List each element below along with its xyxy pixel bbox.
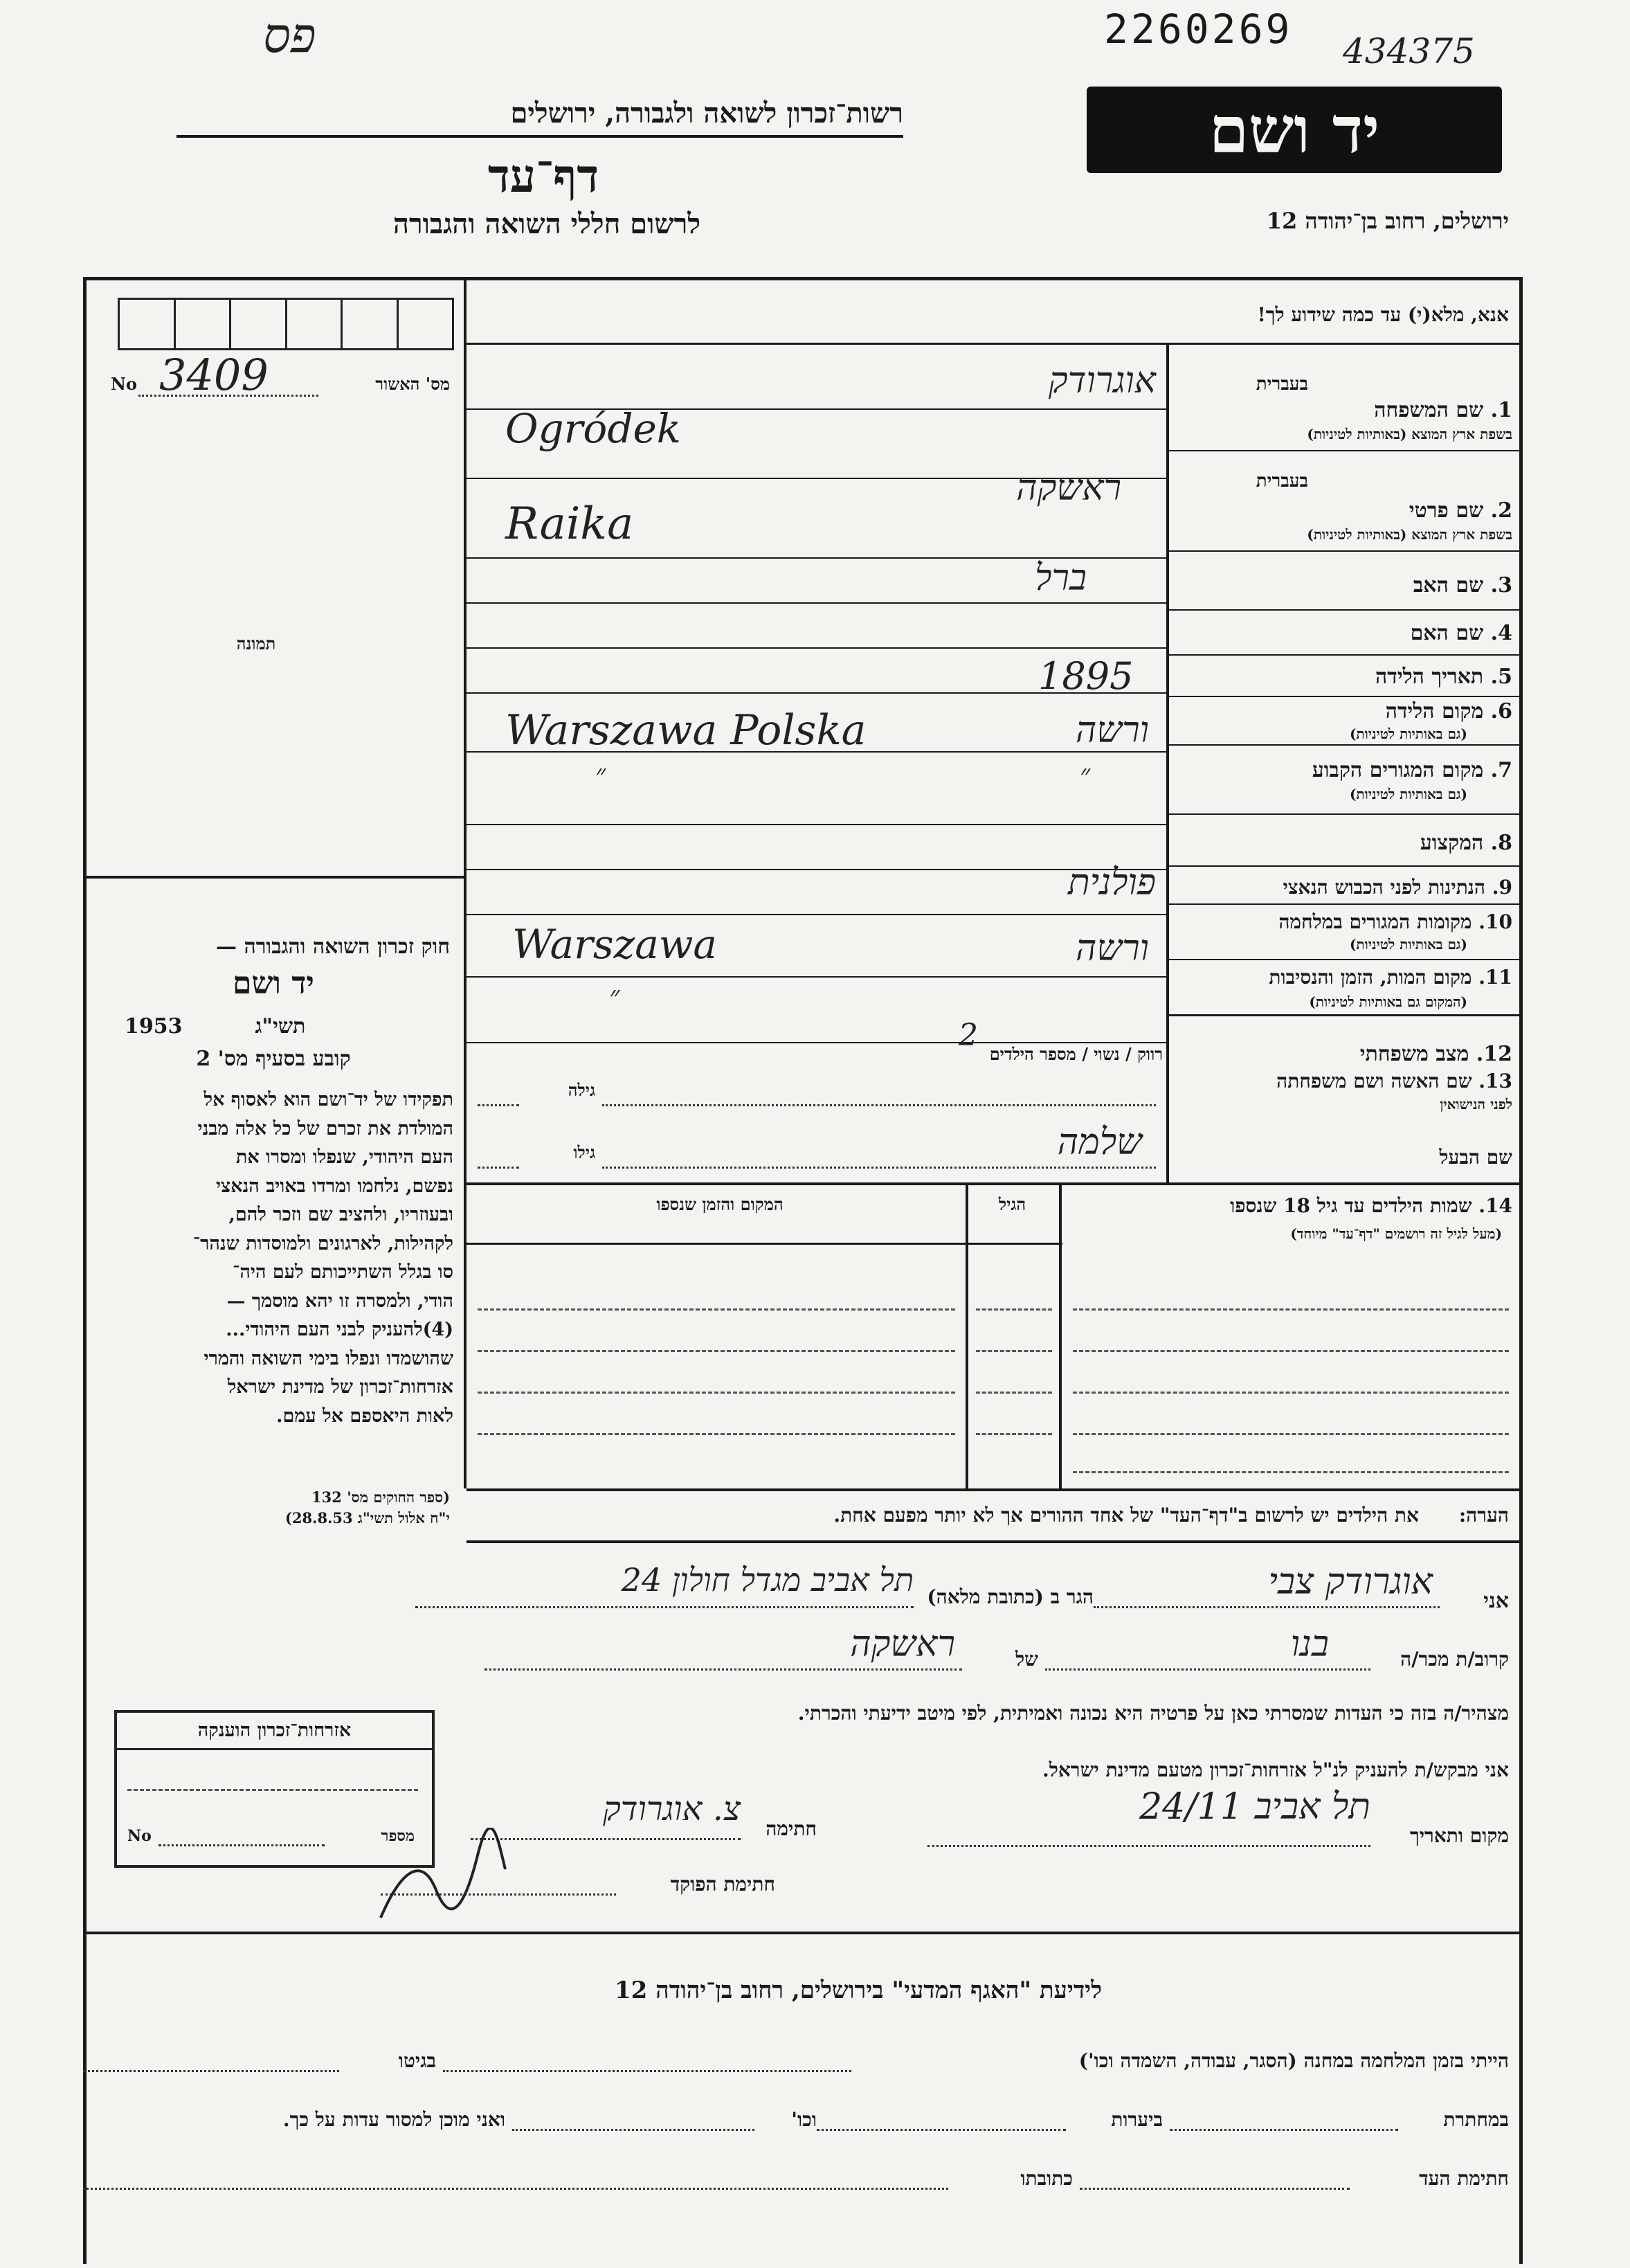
frame-left xyxy=(83,277,87,2264)
signature-value: צ. אוגרודק xyxy=(603,1790,741,1828)
i-am-label: אני xyxy=(1483,1589,1509,1613)
law-year: 1953 xyxy=(125,1014,183,1038)
note-bottom-line xyxy=(467,1540,1519,1543)
f7-ditto-2: ״ xyxy=(1080,759,1091,791)
f7-ditto-1: ״ xyxy=(595,759,606,791)
cert-box-title: אזרחות־זכרון הוענקה xyxy=(117,1713,432,1750)
cert-no-label: No xyxy=(127,1827,152,1845)
col-age-header: הגיל xyxy=(998,1194,1026,1214)
declarant-address: תל אביב מגדל חולון 24 xyxy=(621,1561,914,1599)
wife-age-label: גילה xyxy=(568,1080,595,1100)
children-divider-2 xyxy=(966,1182,968,1491)
resident-label: הגר ב (כתובת מלאה) xyxy=(927,1585,1094,1608)
signature-label: חתימה xyxy=(766,1817,817,1840)
children-bottom-line xyxy=(467,1488,1519,1491)
place-date-label: מקום ותאריך xyxy=(1409,1824,1509,1847)
children-header-line-2 xyxy=(966,1243,1062,1245)
law-ref-2: י"ח אלול תשי"ג 28.8.53) xyxy=(285,1509,450,1527)
cert-number-label: מספר xyxy=(381,1827,415,1845)
f7-sublabel: (גם באותיות לטיניות) xyxy=(1349,786,1467,802)
f2-latin-value: Raika xyxy=(505,498,634,550)
handwritten-corner-mark: פס xyxy=(263,7,316,64)
f1-hebrew-value: אוגרודק xyxy=(1048,360,1156,402)
note-label: הערה: xyxy=(1458,1504,1509,1527)
relation-label: קרוב/ת מכר/ה xyxy=(1400,1648,1509,1671)
f6-latin-value: Warszawa Polska xyxy=(505,706,867,755)
f12-children-value: 2 xyxy=(959,1018,978,1053)
f12-label: 12. מצב משפחתי xyxy=(1359,1042,1512,1066)
label-column-divider xyxy=(1166,345,1169,1182)
f14-label: 14. שמות הילדים עד גיל 18 שנספו xyxy=(1230,1194,1512,1217)
f10-latin-value: Warszawa xyxy=(512,921,718,968)
f1-label: 1. שם המשפחה xyxy=(1374,398,1512,422)
f1-sublabel: בשפת ארץ המוצא (באותיות לטיניות) xyxy=(1307,426,1512,442)
approval-boxes xyxy=(118,298,454,350)
law-year-heb: תשי"ג xyxy=(255,1014,306,1038)
intro-text: אנא, מלא(י) עד כמה שידוע לך! xyxy=(1257,303,1509,326)
approval-value: 3409 xyxy=(159,350,269,400)
footer-ghetto-label: בגיטו xyxy=(398,2049,436,2072)
frame-top xyxy=(83,277,1523,280)
f13-top-line xyxy=(1166,1014,1519,1016)
place-date-value: תל אביב 24/11 xyxy=(1139,1786,1370,1828)
f5-label: 5. תאריך הלידה xyxy=(1375,665,1512,689)
f13-label: 13. שם האשה ושם משפחתה xyxy=(1276,1070,1512,1092)
f1-latin-value: Ogródek xyxy=(505,405,681,452)
footer-etc-label: וכו' xyxy=(791,2108,817,2131)
f10-sublabel: (גם באותיות לטיניות) xyxy=(1349,936,1467,953)
request-text: אני מבקש/ת להעניק לנ"ל אזרחות־זכרון מטעם מדינת ישראל. xyxy=(1042,1758,1509,1781)
form-title: דף־עד xyxy=(487,149,599,203)
witness-signature-label: חתימת העד xyxy=(1419,2167,1509,2190)
declaration-text: מצהיר/ה בזה כי העדות שמסרתי כאן על פרטיה היא נכונה ואמיתית, לפי מיטב ידיעתי והכרתי. xyxy=(797,1702,1509,1725)
f14-sublabel: (מעל לגיל זה רושמים "דף־עד" מיוחד) xyxy=(1290,1225,1502,1242)
address: ירושלים, רחוב בן־יהודה 12 xyxy=(1266,208,1509,234)
f9-value: פולנית xyxy=(1067,862,1156,903)
law-title: חוק זכרון השואה והגבורה — xyxy=(216,935,450,959)
f9-label: 9. הנתינות לפני הכבוש הנאצי xyxy=(1283,876,1512,899)
footer-title: לידיעת "האגף המדעי" בירושלים, רחוב בן־יהודה 12 xyxy=(615,1977,1102,2004)
law-text: תפקידו של יד־ושם הוא לאסוף אל המולדת את זכרם של כל אלה מבני העם היהודי, שנפלו ומסרו את נפשם, נלחמו ומרדו באויב הנאצי ובעוזריו, ולהציב שם וזכר להם, לקהילות, לארגונים ולמוסדות שנהר־ סו בגלל השתייכותם לעם היה־ הודי, ולמסרה זו יהא מוסמך — (4)להעניק לבני העם היהודי... שהושמדו ונפלו בימי השואה והמרי אזרחות־זכרון של מדינת ישראל לאות היאספם אל עמם. xyxy=(192,1089,453,1427)
in-hebrew-label-1: בעברית xyxy=(1256,374,1308,395)
officer-signature-label: חתימת הפוקד xyxy=(670,1873,775,1896)
f13-sublabel: לפני הנישואין xyxy=(1440,1096,1512,1113)
children-top-line xyxy=(467,1182,1519,1185)
declarant-name: אוגרודק צבי xyxy=(1268,1561,1433,1603)
f2-hebrew-value: ראשקה xyxy=(1016,467,1121,509)
f12-options: רווק / נשוי / מספר הילדים xyxy=(989,1044,1163,1064)
f7-label: 7. מקום המגורים הקבוע xyxy=(1312,758,1512,782)
frame-right xyxy=(1519,277,1523,2264)
footer-top-line xyxy=(87,1932,1519,1934)
f6-hebrew-value: ורשה xyxy=(1075,710,1149,751)
f11-ditto: ״ xyxy=(609,980,620,1012)
witness-address-label: כתובתו xyxy=(1020,2167,1073,2190)
f10-hebrew-value: ורשה xyxy=(1075,928,1149,969)
memorial-citizenship-box xyxy=(114,1710,435,1868)
f10-label: 10. מקומות המגורים במלחמה xyxy=(1278,910,1512,933)
law-ref-1: (ספר החוקים מס' 132 xyxy=(311,1488,450,1506)
left-panel-divider xyxy=(464,277,467,1488)
husband-label: שם הבעל xyxy=(1439,1146,1512,1169)
approval-label: מס' האשור xyxy=(375,374,450,394)
f5-value: 1895 xyxy=(1038,654,1134,698)
note-text: את הילדים יש לרשום ב"דף־העד" של אחד ההורים אך לא יותר מפעם אחת. xyxy=(833,1504,1419,1527)
husband-name-value: שלמה xyxy=(1057,1122,1142,1163)
f11-label: 11. מקום המות, הזמן והנסיבות xyxy=(1269,966,1512,989)
footer-forests-label: ביערות xyxy=(1111,2108,1163,2131)
f6-label: 6. מקום הלידה xyxy=(1385,699,1512,723)
in-hebrew-label-2: בעברית xyxy=(1256,471,1308,492)
authority-underline xyxy=(176,135,903,138)
f2-label: 2. שם פרטי xyxy=(1409,498,1512,523)
photo-area-bottom xyxy=(87,876,464,879)
footer-testimony-label: ואני מוכן למסור עדות על כך. xyxy=(282,2108,505,2131)
f4-label: 4. שם האם xyxy=(1410,621,1512,645)
relation-value: בנו xyxy=(1290,1623,1329,1665)
photo-label: תמונה xyxy=(236,633,276,654)
children-divider-1 xyxy=(1059,1182,1062,1491)
approval-no-label: No xyxy=(111,374,137,394)
law-name: יד ושם xyxy=(233,966,314,1001)
yad-vashem-logo: יד ושם xyxy=(1087,87,1502,173)
form-subtitle: לרשום חללי השואה והגבורה xyxy=(392,208,701,240)
f8-label: 8. המקצוע xyxy=(1420,831,1512,855)
f3-value: ברל xyxy=(1035,557,1087,599)
handwritten-number: 434375 xyxy=(1343,31,1475,71)
children-header-line xyxy=(467,1243,966,1245)
of-label: של xyxy=(1015,1648,1038,1671)
footer-camp-label: הייתי בזמן המלחמה במחנה (הסגר, עבודה, השמדה וכו') xyxy=(1078,2049,1509,2072)
stamp-number: 2260269 xyxy=(1104,6,1293,53)
f3-label: 3. שם האב xyxy=(1413,573,1512,597)
f6-sublabel: (גם באותיות לטיניות) xyxy=(1349,726,1467,742)
intro-line xyxy=(467,343,1519,345)
f2-sublabel: בשפת ארץ המוצא (באותיות לטיניות) xyxy=(1307,526,1512,543)
husband-age-label: גילו xyxy=(573,1142,595,1162)
law-clause: קובע בסעיף מס' 2 xyxy=(196,1047,351,1071)
relation-of-value: ראשקה xyxy=(850,1623,955,1665)
authority-name: רשות־זכרון לשואה ולגבורה, ירושלים xyxy=(510,97,903,129)
col-place-header: המקום והזמן שנספו xyxy=(656,1194,784,1214)
f11-sublabel: (המקום גם באותיות לטיניות) xyxy=(1309,993,1467,1010)
approval-line xyxy=(138,395,318,397)
footer-underground-label: במחתרת xyxy=(1443,2108,1509,2131)
